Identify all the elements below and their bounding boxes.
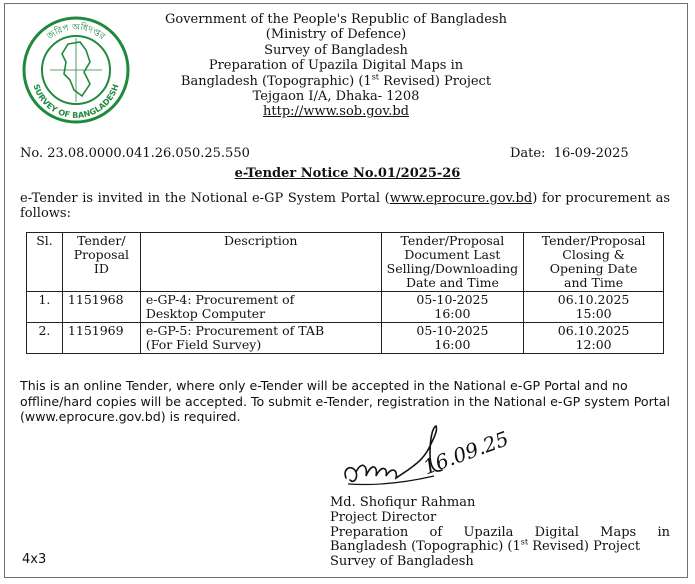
row-sl: 1.	[27, 292, 63, 323]
header-selling-date: Tender/Proposal Document Last Selling/Downloading Date and Time	[381, 233, 524, 292]
svg-text:জরিপ অধিদপ্তর: জরিপ অধিদপ্তর	[45, 22, 107, 43]
row-tender-id: 1151969	[62, 323, 140, 354]
tender-table	[26, 232, 664, 354]
notice-date: Date: 16-09-2025	[510, 146, 629, 161]
signature-date: 16.09.25	[419, 426, 512, 480]
address-line: Tejgaon I/A, Dhaka- 1208	[252, 89, 420, 105]
notice-title: e-Tender Notice No.01/2025-26	[234, 166, 461, 181]
signer-project-line-2: Bangladesh (Topographic) (1st Revised) Project	[330, 538, 641, 555]
svg-text:SURVEY OF BANGLADESH: SURVEY OF BANGLADESH	[31, 82, 121, 121]
row-closing-datetime: 06.10.2025 15:00	[524, 292, 664, 323]
government-line: Government of the People's Republic of Bangladesh	[165, 12, 507, 27]
row-description: e-GP-5: Procurement of TAB (For Field Survey)	[140, 323, 381, 354]
project-line-1: Preparation of Upazila Digital Maps in	[208, 58, 464, 74]
table-row	[27, 323, 664, 354]
corner-label: 4x3	[22, 552, 47, 567]
department-line: Survey of Bangladesh	[264, 42, 408, 58]
website-link[interactable]: http://www.sob.gov.bd	[263, 104, 409, 120]
table-row	[27, 292, 664, 323]
signer-project-line-1: Preparation of Upazila Digital Maps in	[330, 524, 670, 540]
eprocure-link[interactable]: www.eprocure.gov.bd	[389, 191, 533, 206]
survey-of-bangladesh-emblem-icon	[20, 14, 132, 126]
reference-number: No. 23.08.0000.041.26.050.25.550	[20, 146, 250, 161]
table-header-row	[27, 233, 664, 292]
row-description: e-GP-4: Procurement of Desktop Computer	[140, 292, 381, 323]
header-description: Description	[140, 233, 381, 292]
row-selling-datetime: 05-10-2025 16:00	[381, 292, 524, 323]
ministry-line: (Ministry of Defence)	[265, 27, 407, 43]
signer-organization: Survey of Bangladesh	[330, 554, 474, 570]
row-tender-id: 1151968	[62, 292, 140, 323]
instructions-paragraph: This is an online Tender, where only e-Tender will be accepted in the National e-GP Portal and no offline/hard copies will be accepted. To submit e-Tender, registration in the National e-GP system Portal (www.eprocure.gov.bd) is required.	[20, 378, 670, 424]
project-line-2: Bangladesh (Topographic) (1st Revised) Project	[180, 72, 492, 89]
intro-paragraph: e-Tender is invited in the Notional e-GP System Portal (www.eprocure.gov.bd) for procurement as follows:	[20, 191, 670, 221]
header-closing-date: Tender/Proposal Closing & Opening Date and Time	[524, 233, 664, 292]
header-sl: Sl.	[27, 233, 63, 292]
row-sl: 2.	[27, 323, 63, 354]
signer-name: Md. Shofiqur Rahman	[330, 495, 476, 510]
letterhead	[146, 12, 526, 120]
row-selling-datetime: 05-10-2025 16:00	[381, 323, 524, 354]
signer-block	[330, 496, 670, 570]
header-tender-id: Tender/ Proposal ID	[62, 233, 140, 292]
signer-designation: Project Director	[330, 509, 437, 525]
row-closing-datetime: 06.10.2025 12:00	[524, 323, 664, 354]
